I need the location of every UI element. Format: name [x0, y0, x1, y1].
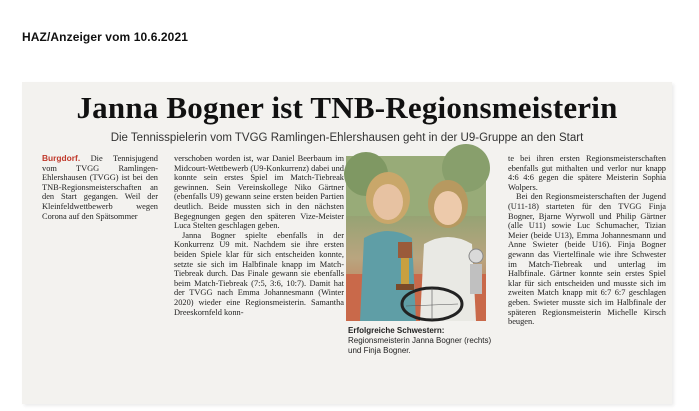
article-subheadline: Die Tennisspielerin vom TVGG Ramlingen-Ehlershausen geht in der U9-Gruppe an den Start — [110, 132, 584, 144]
article-column-1 — [42, 153, 158, 221]
column-3-paragraph-2: Bei den Regionsmeisterschaften der Jugend (U11-18) starteten für den TVGG Finja Bogner, Bjarne Wyrwoll und Philip Gärtner (alle U11) sowie Luc Schumacher, Tizian Meier (beide U13), Emma Johannesmann und Anne Swieter (beide U16). Finja Bogner gewann das Viertelfinale wie ihre Schwester im Match-Tiebreak und unterlag im Halbfinale. Gärtner konnte sein erstes Spiel klar für sich entscheiden und musste sich im zweiten Match knapp mit 6:7 6:7 geschlagen geben. Swieter musste sich im Halbfinale der späteren Regionsmeisterin Michelle Kirsch beugen. — [508, 192, 666, 327]
dateline: Burgdorf. — [42, 153, 81, 163]
article-column-2 — [174, 154, 344, 404]
caption-bold: Erfolgreiche Schwestern: — [348, 326, 445, 335]
photo-girls-with-trophies — [346, 156, 486, 321]
caption-text: Regionsmeisterin Janna Bogner (rechts) und Finja Bogner. — [348, 336, 492, 355]
newspaper-clipping — [22, 82, 672, 404]
column-3-paragraph-1: te bei ihren ersten Regionsmeisterschaften ebenfalls gut mithalten und verlor nur knapp 4:6 4:6 gegen die spätere Meisterin Sophia Wolpers. — [508, 154, 666, 192]
column-2-paragraph-1: verschoben worden ist, war Daniel Beerbaum im Midcourt-Wettbewerb (U9-Konkurrenz) dabei und konnte sein erstes Spiel im Match-Tiebreak gewinnen. Sein Vereinskollege Niko Gärtner (ebenfalls U9) gewann seine ersten beiden Partien deutlich. Beide mussten sich in den nächsten Begegnungen gegen den späteren Vize-Meister Luca Stelten geschlagen geben. — [174, 154, 344, 231]
column-1-text: Die Tennisjugend vom TVGG Ramlingen-Ehlershausen (TVGG) ist bei den TNB-Regionsmeisterschaften an den Start gegangen. Weil der Kleinfeldwettbewerb wegen Corona auf den Spätsommer — [42, 154, 158, 221]
article-headline: Janna Bogner ist TNB-Regionsmeisterin — [76, 90, 618, 125]
source-line: HAZ/Anzeiger vom 10.6.2021 — [22, 30, 189, 44]
column-2-paragraph-2: Janna Bogner spielte ebenfalls in der Konkurrenz U9 mit. Nachdem sie ihre ersten beiden Spiele klar für sich entscheiden konnte, setzte sie sich im Halbfinale knapp im Match-Tiebreak durch. Das Finale gewann sie ebenfalls beim Match-Tiebreak (7:5, 3:6, 10:7). Damit hat der TVGG nach Emma Johannesmann (Winter 2020) wieder eine Regionsmeisterin. Samantha Dreeskornfeld konn- — [174, 230, 344, 317]
article-photo — [346, 156, 486, 321]
article-column-3 — [508, 154, 666, 404]
photo-caption — [348, 326, 498, 356]
